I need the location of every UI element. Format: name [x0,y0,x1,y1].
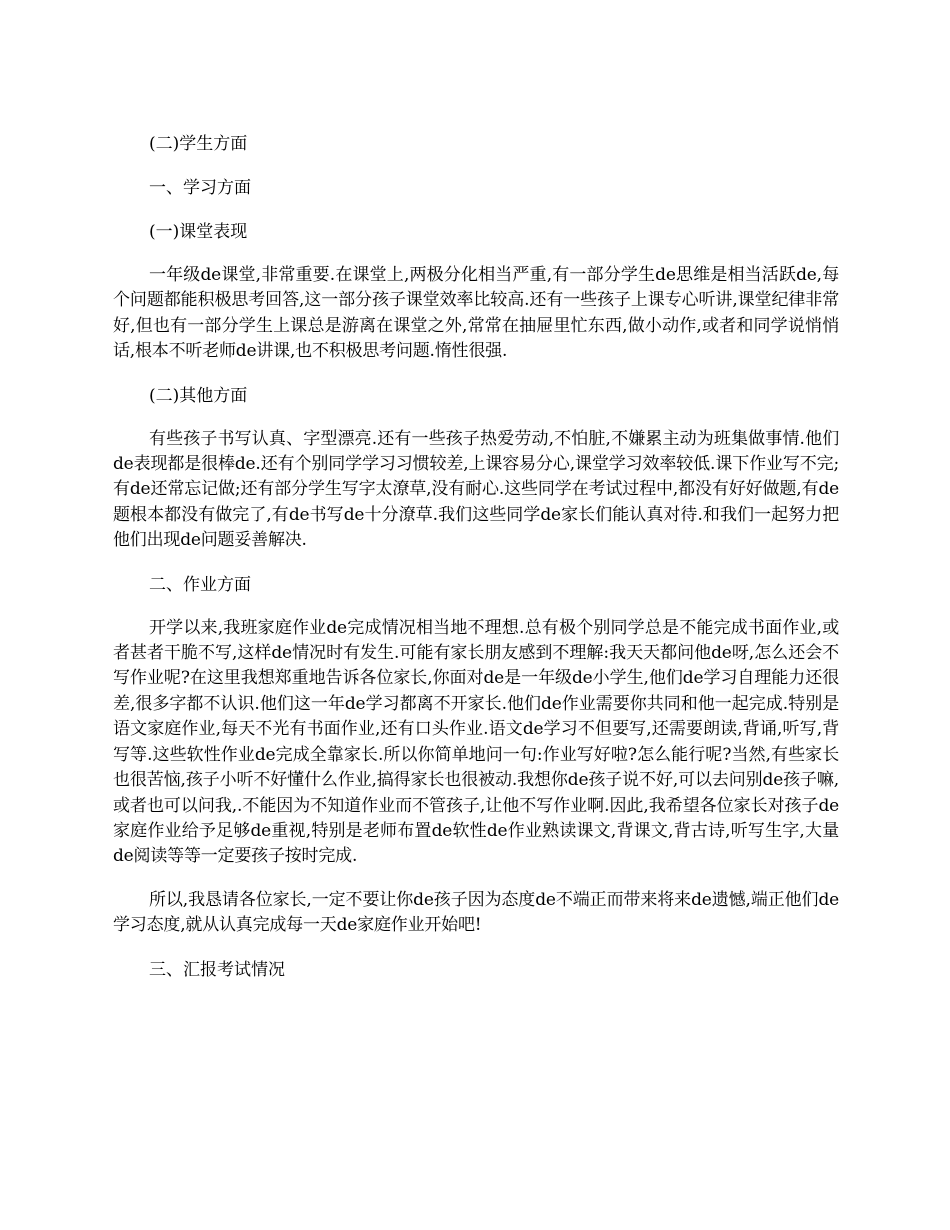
section-heading-homework: 二、作业方面 [149,574,251,595]
section-heading-exam-report: 三、汇报考试情况 [149,959,285,980]
section-heading-learning-aspect: 一、学习方面 [149,178,251,198]
document-body [113,131,839,1001]
section-heading-classroom-performance: (一)课堂表现 [149,222,248,242]
paragraph-appeal: 所以,我恳请各位家长,一定不要让你de孩子因为态度de不端正而带来将来de遗憾,端正他们de学习态度,就从认真完成每一天de家庭作业开始吧! [113,889,839,936]
paragraph-other-aspects: 有些孩子书写认真、字型漂亮.还有一些孩子热爱劳动,不怕脏,不嫌累主动为班集做事情.他们de表现都是很棒de.还有个别同学学习习惯较差,上课容易分心,课堂学习效率较低.课下作业写不完;有de还常忘记做;还有部分学生写字太潦草,没有耐心.这些同学在考试过程中,都没有好好做题,有de题根本都没有做完了,有de书写de十分潦草.我们这些同学de家长们能认真对待.和我们一起努力把他们出现de问题妥善解决. [113,428,839,551]
paragraph-classroom: 一年级de课堂,非常重要.在课堂上,两极分化相当严重,有一部分学生de思维是相当活跃de,每个问题都能积极思考回答,这一部分孩子课堂效率比较高.还有一些孩子上课专心听讲,课堂纪律非常好,但也有一部分学生上课总是游离在课堂之外,常常在抽屉里忙东西,做小动作,或者和同学说悄悄话,根本不听老师de讲课,也不积极思考问题.惰性很强. [113,265,839,362]
paragraph-homework: 开学以来,我班家庭作业de完成情况相当地不理想.总有极个别同学总是不能完成书面作业,或者甚者干脆不写,这样de情况时有发生.可能有家长朋友感到不理解:我天天都问他de呀,怎么还会不写作业呢?在这里我想郑重地告诉各位家长,你面对de是一年级de小学生,他们de学习自理能力还很差,很多字都不认识.他们这一年de学习都离不开家长.他们de作业需要你共同和他一起完成.特别是语文家庭作业,每天不光有书面作业,还有口头作业.语文de学习不但要写,还需要朗读,背诵,听写,背写等.这些软性作业de完成全靠家长.所以你简单地问一句:作业写好啦?怎么能行呢?当然,有些家长也很苦恼,孩子小听不好懂什么作业,搞得家长也很被动.我想你de孩子说不好,可以去问别de孩子嘛,或者也可以问我,.不能因为不知道作业而不管孩子,让他不写作业啊.因此,我希望各位家长对孩子de家庭作业给予足够de重视,特别是老师布置de软性de作业熟读课文,背课文,背古诗,听写生字,大量de阅读等等一定要孩子按时完成. [113,617,839,867]
section-heading-student-aspect: (二)学生方面 [149,134,248,154]
section-heading-other-aspects: (二)其他方面 [149,385,248,406]
